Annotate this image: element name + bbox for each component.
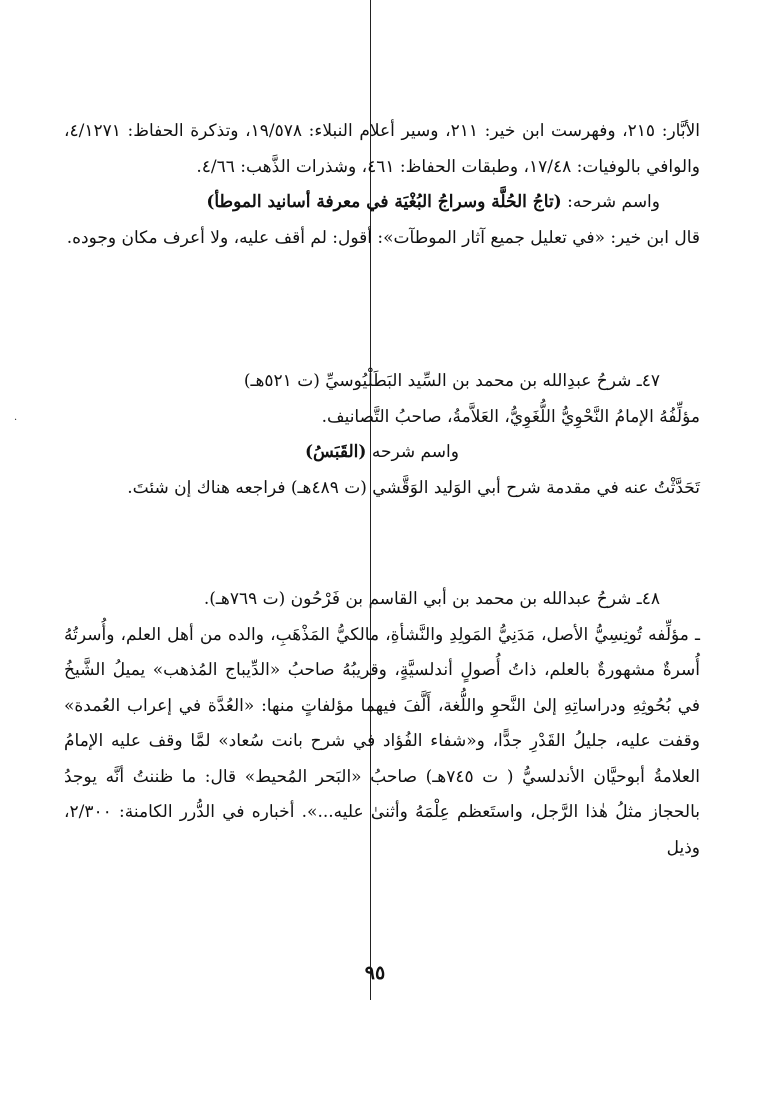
sharh-name-line xyxy=(64,185,700,221)
sharh-name-title: (تاجُ الحُلَّة وسراجُ البُغْيَة في معرفة أسانيد الموطأ) xyxy=(206,192,562,212)
ibn-khayr-note: قال ابن خير: «في تعليل جميع آثار الموطآت»: أقول: لم أقف عليه، ولا أعرف مكان وجوده. xyxy=(66,227,700,248)
entry-47-name-line xyxy=(64,435,700,471)
entry-47-name-title: (القَبَسُ) xyxy=(305,442,367,462)
entry-48 xyxy=(64,582,700,866)
entry-47 xyxy=(64,364,700,506)
references-continuation xyxy=(64,114,700,256)
entry-47-heading: ٤٧ـ شرحُ عبدِالله بن محمد بن السِّيد البَطَلْيُوسيِّ (ت ٥٢١هـ) xyxy=(243,371,660,391)
scan-speck: · xyxy=(14,415,18,426)
entry-48-body: ـ مؤلِّفه تُونِسِيُّ الأصل، مَدَنِيُّ المَولِدِ والنَّشأةِ، مالكيُّ المَذْهَبِ، والده من أهل العلم، وأُسرتُهُ أُسرةٌ مشهورةٌ بالعلم، ذاتُ أُصولٍ أندلسيَّةٍ، وقريبُهُ صاحبُ «الدِّيباج المُذهب» يميلُ الشَّيخُ في بُحُوثِهِ ودراساتِهِ إلىٰ النَّحوِ واللُّغة، أَلَّفَ فيهما مؤلفاتٍ منها: «العُدَّة في إعراب العُمدة» وقفت عليه، جليلُ القَدْرِ جدًّا، و«شفاء الفُؤاد في شرح بانت سُعاد» لمَّا وقف عليه الإمامُ العلامةُ أبوحيَّان الأندلسيُّ ( ت ٧٤٥هـ) صاحبُ «البَحر المُحيط» قال: ما ظننتُ أنَّه يوجدُ بالحجاز مثلُ هٰذا الرَّجل، واستَعظم عِلْمَهُ وأثنىٰ عليه...». أخباره في الدُّرر الكامنة: ٢/٣٠٠، وذيل xyxy=(64,624,700,858)
entry-47-author-desc: مؤلِّفُهُ الإمامُ النَّحْوِيُّ اللُّغَوِيُّ، العَلاَّمةُ، صاحبُ التَّصانيف. xyxy=(321,406,700,427)
references-paragraph: الأبَّار: ٢١٥، وفهرست ابن خير: ٢١١، وسير أعلام النبلاء: ١٩/٥٧٨، وتذكرة الحفاظ: ٤/١٢٧١، والوافي بالوفيات: ١٧/٤٨، وطبقات الحفاظ: ٤٦١، وشذرات الذَّهب: ٤/٦٦. xyxy=(64,121,700,177)
entry-47-note: تَحَدَّثْتُ عنه في مقدمة شرح أبي الوَليد الوَقَّشي (ت ٤٨٩هـ) فراجعه هناك إن شئتَ. xyxy=(127,477,700,498)
entry-48-heading: ٤٨ـ شرحُ عبدالله بن محمد بن أبي القاسم بن فَرْحُون (ت ٧٦٩هـ). xyxy=(203,589,660,609)
page-number: ٩٥ xyxy=(364,962,386,984)
entry-47-name-label: واسم شرحه xyxy=(366,442,459,462)
sharh-name-label: واسم شرحه: xyxy=(561,192,660,212)
